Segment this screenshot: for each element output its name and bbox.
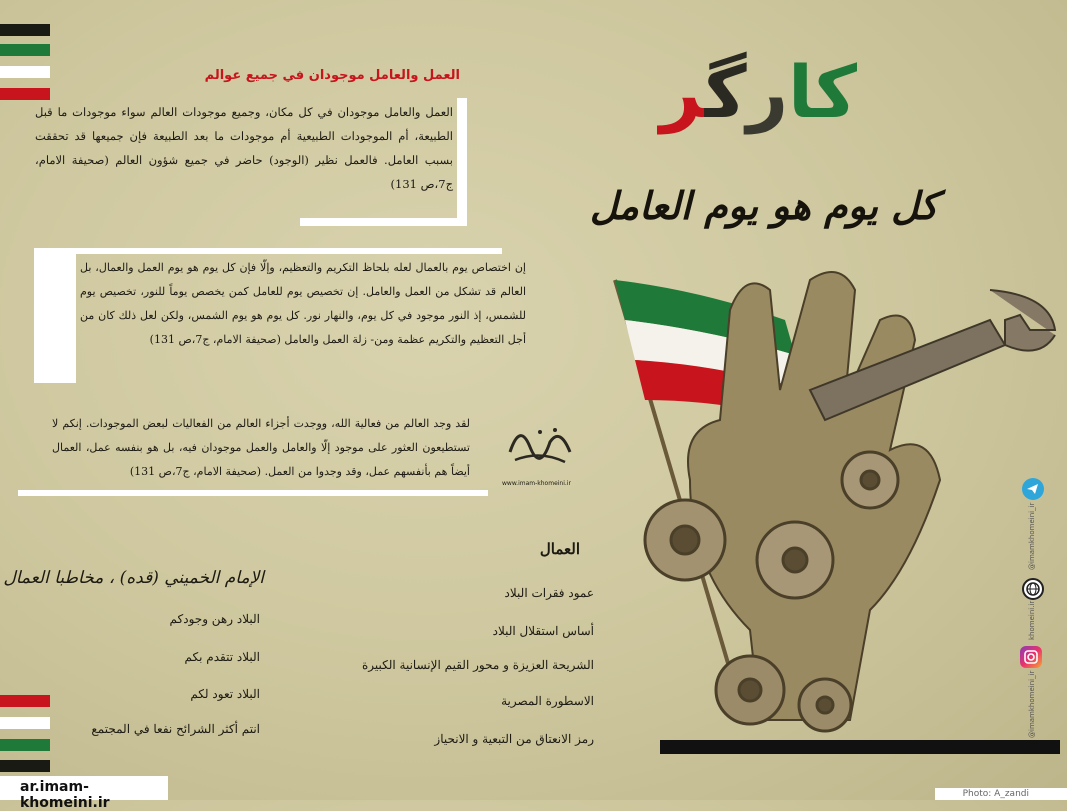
- headline-title: كل يوم هو يوم العامل: [589, 183, 938, 228]
- workers-list-item: عمود فقرات البلاد: [504, 586, 594, 600]
- worker-hand-illustration: [610, 250, 1060, 760]
- stripe-green-top: [0, 44, 50, 56]
- quote1-border: [457, 98, 467, 226]
- telegram-icon[interactable]: [1022, 478, 1044, 500]
- workers-list-item: أساس استقلال البلاد: [492, 624, 594, 638]
- quote3-border-bottom: [18, 490, 488, 496]
- photo-credit: Photo: A_zandi: [935, 788, 1067, 800]
- workers-list-title: العمال: [539, 540, 580, 558]
- gear-large: [645, 500, 725, 580]
- gear-small: [842, 452, 898, 508]
- gear-mid: [757, 522, 833, 598]
- imam-item: البلاد رهن وجودكم: [169, 612, 260, 626]
- signature-calligraphy: [500, 412, 580, 472]
- quote2-text: إن اختصاص يوم بالعمال لعله بلحاظ التكريم والتعظيم، وإلّا فإن كل يوم هو يوم العمل والعمال، بل العالم قد تشكل من العمل والعامل. إن تخصيص يوم للعامل كمن يخصص يوماً للنور، تخصيص يوم للشمس، إذ النور موجود في كل يوم، والنهار نور. كل يوم هو يوم الشمس، ولكن لعل ذلك كان من أجل التعظيم والتكريم عظمة ومن- زلة العمل والعامل (صحيفة الامام، ج7،ص 131): [80, 261, 526, 346]
- social-handle-3: khomeini.ir: [1028, 600, 1036, 640]
- workers-list-item: الشريحة العزيزة و محور القيم الإنسانية الكبيرة: [361, 658, 594, 672]
- social-handle-1: @imamkhomeini_ir: [1028, 502, 1036, 570]
- globe-icon[interactable]: [1022, 578, 1044, 600]
- signature-site[interactable]: www.imam-khomeini.ir: [502, 480, 571, 487]
- quote1-title: العمل والعامل موجودان في جميع عوالم: [204, 68, 460, 83]
- stripe-green-bottom: [0, 739, 50, 751]
- quote1-border-bottom: [300, 218, 467, 226]
- persian-title: کارگر: [660, 50, 858, 134]
- social-handle-2: @imamkhomeini_ir: [1028, 670, 1036, 738]
- imam-item: البلاد تعود لكم: [190, 687, 260, 701]
- imam-item: انتم أكثر الشرائح نفعا في المجتمع: [91, 722, 260, 736]
- instagram-icon[interactable]: [1020, 646, 1042, 668]
- stripe-dark-top: [0, 24, 50, 36]
- workers-list-item: رمز الانعتاق من التبعية و الانحياز: [434, 732, 594, 746]
- quote1-text: العمل والعامل موجودان في كل مكان، وجميع موجودات العالم سواء موجودات ما قبل الطبيعة، أم الموجودات الطبيعية أم موجودات ما بعد الطبيعة فإن جميعها قد تحققت بسبب العامل. فالعمل نظير (الوجود) حاضر في جميع شؤون العالم (صحيفة الامام، ج7،ص 131): [35, 105, 453, 191]
- gear-bottom: [716, 656, 784, 724]
- footer-site-link[interactable]: ar.imam-khomeini.ir: [0, 776, 168, 800]
- imam-item: البلاد تتقدم بكم: [184, 650, 260, 664]
- gear-bottom-2: [799, 679, 851, 731]
- workers-list-item: الاسطورة المصرية: [501, 694, 594, 708]
- quote3-text: لقد وجد العالم من فعالية الله، ووجدت أجزاء العالم من الفعاليات لبعض الموجودات. إنكم لا تستطيعون العثور على موجود إلّا والعامل والعمل موجودان فيه، بل هو بنفسه عمل، العمال أيضاً هم بأنفسهم عمل، وقد وجدوا من العمل. (صحيفة الامام، ج7،ص 131): [52, 417, 470, 478]
- quote2-border: [34, 250, 76, 383]
- stripe-red-top: [0, 88, 50, 100]
- quote2-border-top: [34, 248, 502, 254]
- stripe-dark-bottom: [0, 760, 50, 772]
- base-bar: [660, 740, 1060, 754]
- stripe-white-top: [0, 66, 50, 78]
- imam-section-title: الإمام الخميني (قده) ، مخاطبا العمال: [3, 568, 264, 588]
